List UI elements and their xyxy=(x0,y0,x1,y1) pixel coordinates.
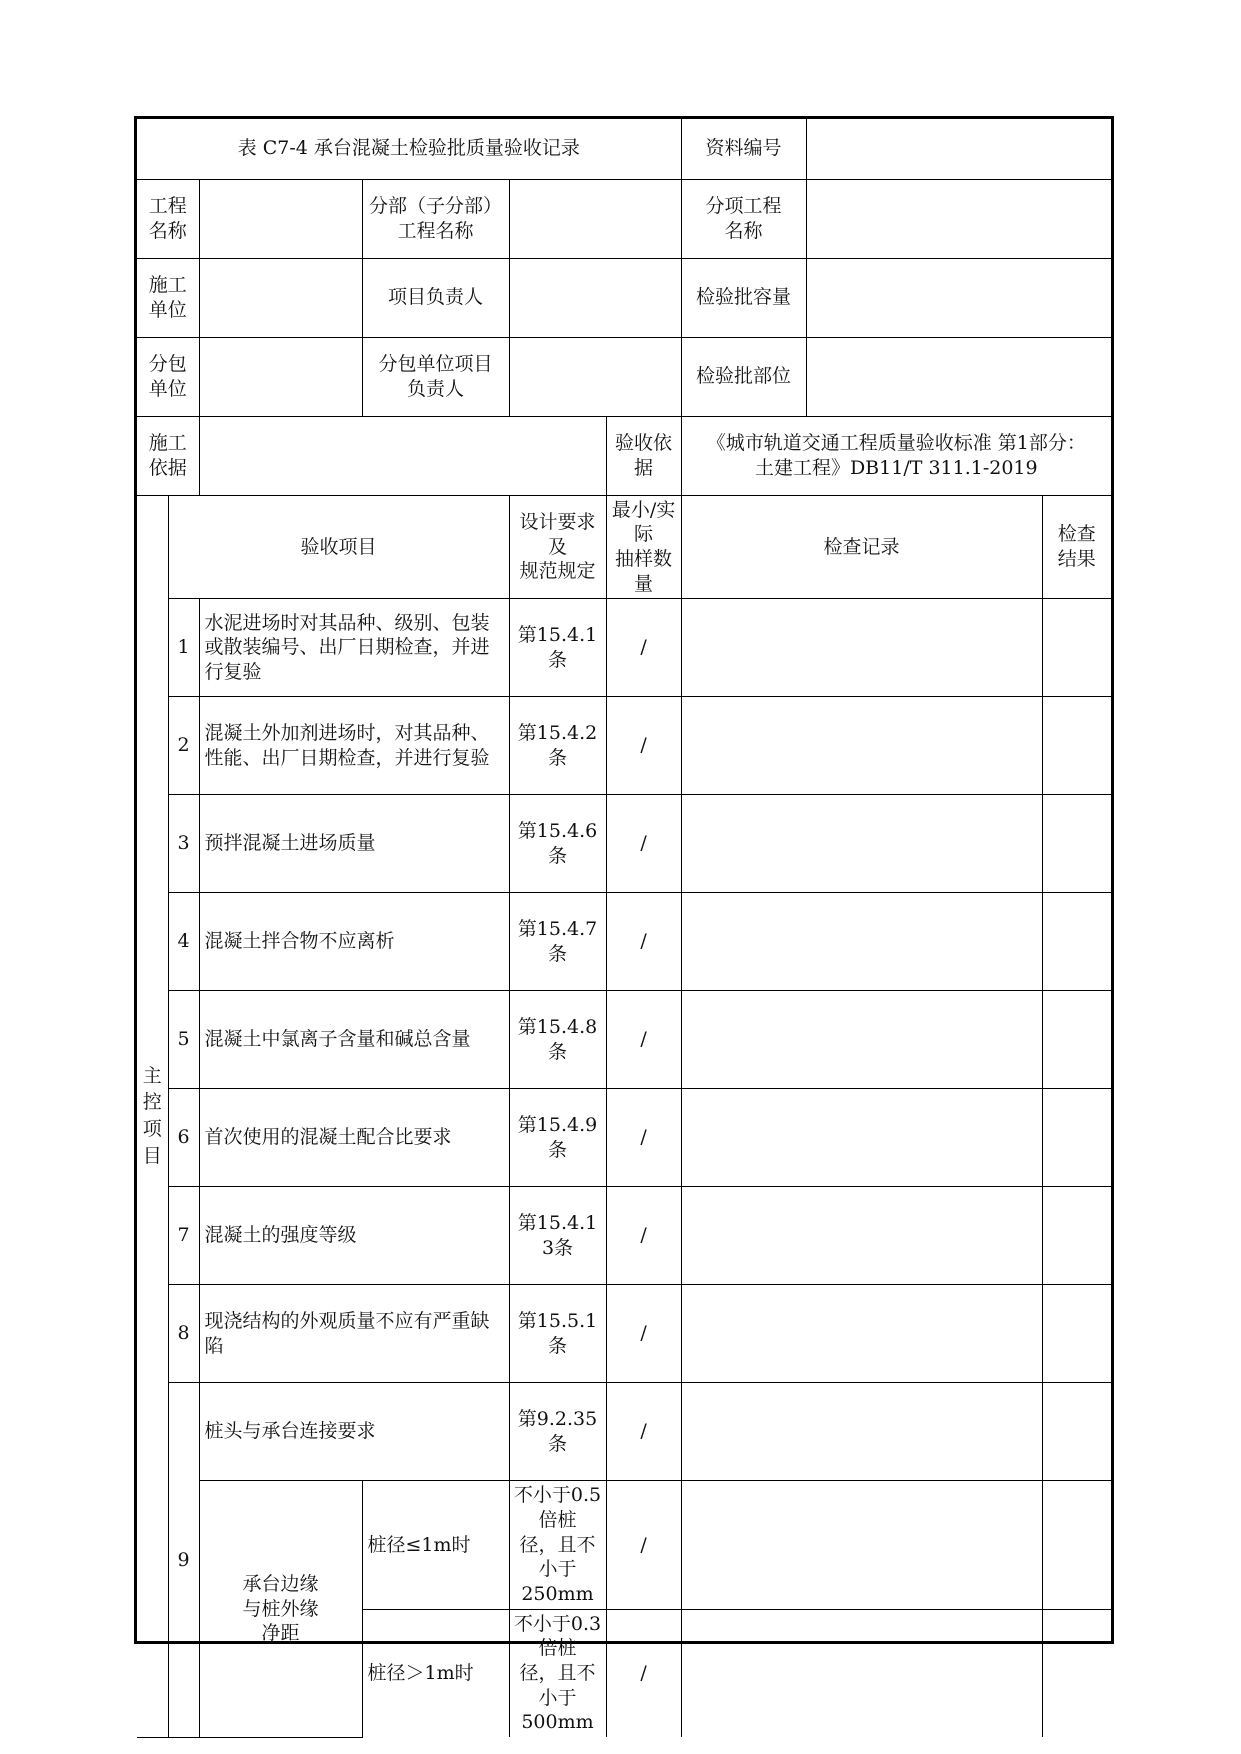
division-value[interactable] xyxy=(509,179,681,258)
item-result[interactable] xyxy=(1042,697,1111,795)
subcontractor-value[interactable] xyxy=(199,337,362,416)
table-row xyxy=(137,1089,1111,1187)
item-no: 7 xyxy=(168,1187,199,1285)
item-sample[interactable]: / xyxy=(606,893,681,991)
item-requirement: 第15.4.8条 xyxy=(509,991,606,1089)
item-record[interactable] xyxy=(681,991,1042,1089)
item-sample[interactable]: / xyxy=(606,1609,681,1737)
item-result[interactable] xyxy=(1042,599,1111,697)
subcontractor-row xyxy=(137,337,1111,416)
item-sample[interactable]: / xyxy=(606,991,681,1089)
item-requirement: 第15.4.7条 xyxy=(509,893,606,991)
item-desc: 混凝土外加剂进场时，对其品种、性能、出厂日期检查，并进行复验 xyxy=(199,697,509,795)
item-result[interactable] xyxy=(1042,1609,1111,1737)
item-record[interactable] xyxy=(681,893,1042,991)
item-no: 1 xyxy=(168,599,199,697)
item-record[interactable] xyxy=(681,1383,1042,1481)
col-header-sample: 最小/实际 抽样数量 xyxy=(606,495,681,599)
contractor-label: 施工单位 xyxy=(137,258,199,337)
item9-sub-condition: 桩径≤1m时 xyxy=(362,1481,509,1609)
item-no: 2 xyxy=(168,697,199,795)
table-row xyxy=(137,991,1111,1089)
subcontractor-label: 分包单位 xyxy=(137,337,199,416)
inspection-record-sheet xyxy=(134,116,1114,1734)
item-record[interactable] xyxy=(681,1089,1042,1187)
item-no: 3 xyxy=(168,795,199,893)
item-result[interactable] xyxy=(1042,1187,1111,1285)
item-no: 4 xyxy=(168,893,199,991)
item-record[interactable] xyxy=(681,1481,1042,1609)
form-title: 表 C7-4 承台混凝土检验批质量验收记录 xyxy=(137,119,681,179)
item-record[interactable] xyxy=(681,795,1042,893)
project-row xyxy=(137,179,1111,258)
item-desc: 混凝土拌合物不应离析 xyxy=(199,893,509,991)
title-row xyxy=(137,119,1111,179)
col-header-record: 检查记录 xyxy=(681,495,1042,599)
item-desc: 混凝土的强度等级 xyxy=(199,1187,509,1285)
item-record[interactable] xyxy=(681,1187,1042,1285)
item-record[interactable] xyxy=(681,1609,1042,1737)
batch-capacity-label: 检验批容量 xyxy=(681,258,806,337)
section-label-main-control xyxy=(137,495,168,1737)
item9-sub-condition: 桩径＞1m时 xyxy=(362,1609,509,1737)
item-desc: 预拌混凝土进场质量 xyxy=(199,795,509,893)
subitem-label: 分项工程 名称 xyxy=(681,179,806,258)
item-requirement: 第15.4.2条 xyxy=(509,697,606,795)
item-requirement: 不小于0.5倍桩 径，且不小于 250mm xyxy=(509,1481,606,1609)
basis-row xyxy=(137,416,1111,495)
contractor-row xyxy=(137,258,1111,337)
item-result[interactable] xyxy=(1042,893,1111,991)
col-header-result: 检查 结果 xyxy=(1042,495,1111,599)
basis-label: 施工依据 xyxy=(137,416,199,495)
item-sample[interactable]: / xyxy=(606,599,681,697)
basis-value[interactable] xyxy=(199,416,606,495)
item-sample[interactable]: / xyxy=(606,1089,681,1187)
item-desc: 混凝土中氯离子含量和碱总含量 xyxy=(199,991,509,1089)
item-sample[interactable]: / xyxy=(606,1481,681,1609)
doc-no-label: 资料编号 xyxy=(681,119,806,179)
acceptance-basis-label: 验收依据 xyxy=(606,416,681,495)
item-sample[interactable]: / xyxy=(606,1187,681,1285)
item-requirement: 第15.4.6条 xyxy=(509,795,606,893)
batch-capacity-value[interactable] xyxy=(806,258,1111,337)
table-row xyxy=(137,1383,1111,1481)
table-row xyxy=(137,795,1111,893)
batch-location-value[interactable] xyxy=(806,337,1111,416)
item-record[interactable] xyxy=(681,1285,1042,1383)
item-result[interactable] xyxy=(1042,991,1111,1089)
item-desc: 桩头与承台连接要求 xyxy=(199,1383,509,1481)
table-row xyxy=(137,697,1111,795)
inspection-record-table xyxy=(137,119,1111,1738)
batch-location-label: 检验批部位 xyxy=(681,337,806,416)
item-no: 6 xyxy=(168,1089,199,1187)
item-no: 8 xyxy=(168,1285,199,1383)
item-no: 5 xyxy=(168,991,199,1089)
item-sample[interactable]: / xyxy=(606,1285,681,1383)
item-result[interactable] xyxy=(1042,1383,1111,1481)
item-desc: 水泥进场时对其品种、级别、包装或散装编号、出厂日期检查，并进行复验 xyxy=(199,599,509,697)
column-header-row xyxy=(137,495,1111,599)
item-sample[interactable]: / xyxy=(606,795,681,893)
pm-value[interactable] xyxy=(509,258,681,337)
division-label: 分部（子分部） 工程名称 xyxy=(362,179,509,258)
item-desc: 首次使用的混凝土配合比要求 xyxy=(199,1089,509,1187)
subitem-value[interactable] xyxy=(806,179,1111,258)
item-requirement: 第9.2.35条 xyxy=(509,1383,606,1481)
item-result[interactable] xyxy=(1042,1089,1111,1187)
item-desc: 现浇结构的外观质量不应有严重缺陷 xyxy=(199,1285,509,1383)
contractor-value[interactable] xyxy=(199,258,362,337)
item-record[interactable] xyxy=(681,599,1042,697)
item-requirement: 不小于0.3倍桩 径，且不小于 500mm xyxy=(509,1609,606,1737)
table-row xyxy=(137,893,1111,991)
item-requirement: 第15.5.1条 xyxy=(509,1285,606,1383)
table-row xyxy=(137,1187,1111,1285)
acceptance-basis-value: 《城市轨道交通工程质量验收标准 第1部分： 土建工程》DB11/T 311.1-2019 xyxy=(681,416,1111,495)
item-requirement: 第15.4.13条 xyxy=(509,1187,606,1285)
col-header-requirement: 设计要求及 规范规定 xyxy=(509,495,606,599)
item-record[interactable] xyxy=(681,697,1042,795)
item-sample[interactable]: / xyxy=(606,1383,681,1481)
pm-label: 项目负责人 xyxy=(362,258,509,337)
sub-pm-label: 分包单位项目 负责人 xyxy=(362,337,509,416)
item9-group-label: 承台边缘 与桩外缘 净距 xyxy=(199,1481,362,1737)
item-result[interactable] xyxy=(1042,1285,1111,1383)
item-requirement: 第15.4.1条 xyxy=(509,599,606,697)
item-requirement: 第15.4.9条 xyxy=(509,1089,606,1187)
section-label-text: 主控项目 xyxy=(142,1064,162,1167)
project-name-value[interactable] xyxy=(199,179,362,258)
sub-pm-value[interactable] xyxy=(509,337,681,416)
item-result[interactable] xyxy=(1042,1481,1111,1609)
col-header-item: 验收项目 xyxy=(168,495,509,599)
table-row xyxy=(137,1481,1111,1609)
table-row xyxy=(137,599,1111,697)
project-name-label: 工程名称 xyxy=(137,179,199,258)
item-sample[interactable]: / xyxy=(606,697,681,795)
table-row xyxy=(137,1285,1111,1383)
item-no: 9 xyxy=(168,1383,199,1737)
item-result[interactable] xyxy=(1042,795,1111,893)
doc-no-value[interactable] xyxy=(806,119,1111,179)
